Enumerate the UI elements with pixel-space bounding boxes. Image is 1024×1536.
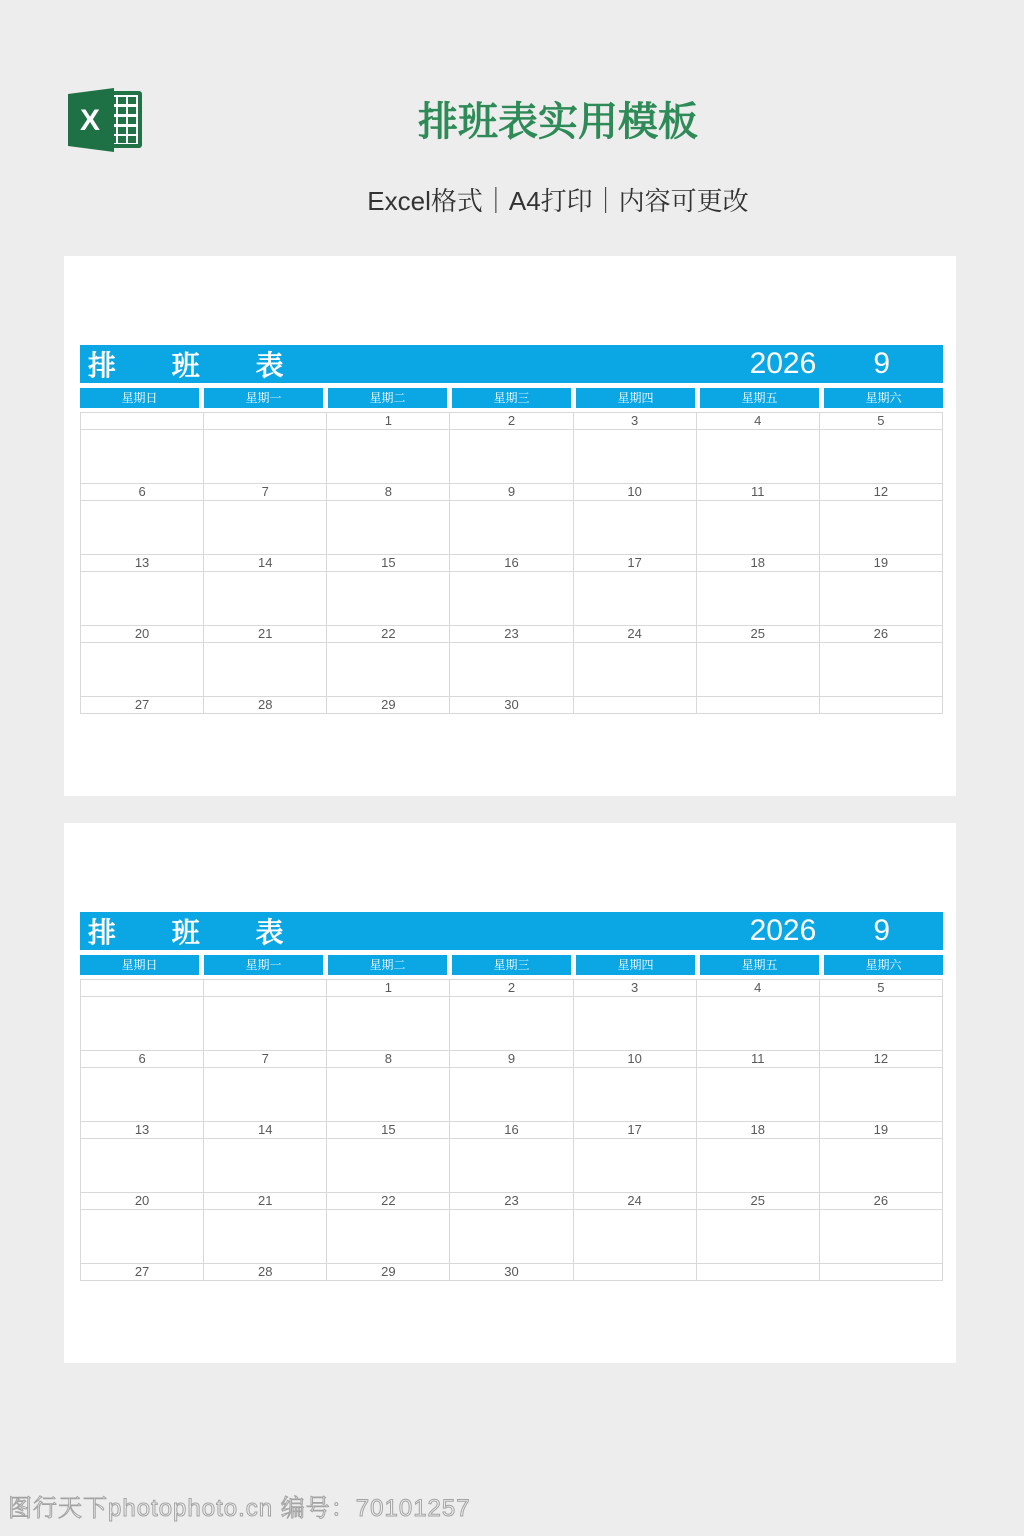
schedule-cell <box>574 572 697 626</box>
empty-date-cell <box>697 1264 820 1281</box>
date-cell: 26 <box>820 1193 943 1210</box>
schedule-cell <box>81 501 204 555</box>
date-number-row <box>81 484 943 501</box>
date-number-row <box>81 697 943 714</box>
calendar-title: 排 班 表 <box>88 917 296 948</box>
date-cell: 20 <box>81 1193 204 1210</box>
schedule-cell <box>574 997 697 1051</box>
schedule-cell <box>204 572 327 626</box>
schedule-cell <box>327 1210 450 1264</box>
schedule-cell <box>697 430 820 484</box>
schedule-content-row <box>81 1068 943 1122</box>
date-number-row <box>81 626 943 643</box>
date-cell: 22 <box>327 1193 450 1210</box>
date-number-row <box>81 980 943 997</box>
schedule-cell <box>697 643 820 697</box>
schedule-cell <box>327 430 450 484</box>
calendar-grid <box>80 412 943 714</box>
date-cell: 21 <box>204 1193 327 1210</box>
page-subtitle: Excel格式｜A4打印｜内容可更改 <box>367 186 749 216</box>
schedule-content-row <box>81 1210 943 1264</box>
schedule-cell <box>820 997 943 1051</box>
date-cell: 27 <box>81 697 204 714</box>
date-number-row <box>81 1193 943 1210</box>
date-cell: 8 <box>327 1051 450 1068</box>
date-cell: 15 <box>327 1122 450 1139</box>
date-cell: 6 <box>81 1051 204 1068</box>
weekday-label: 星期三 <box>452 955 571 975</box>
schedule-cell <box>327 997 450 1051</box>
date-cell: 4 <box>697 980 820 997</box>
date-number-row <box>81 1122 943 1139</box>
schedule-cell <box>450 643 573 697</box>
empty-date-cell <box>81 413 204 430</box>
watermark-text: 图行天下photophoto.cn 编号：70101257 <box>8 1495 471 1522</box>
schedule-cell <box>81 1210 204 1264</box>
schedule-content-row <box>81 501 943 555</box>
schedule-cell <box>204 501 327 555</box>
empty-date-cell <box>697 697 820 714</box>
schedule-cell <box>820 1068 943 1122</box>
schedule-cell <box>450 430 573 484</box>
page-title: 排班表实用模板 <box>418 100 698 144</box>
schedule-cell <box>450 501 573 555</box>
date-number-row <box>81 555 943 572</box>
date-cell: 1 <box>327 413 450 430</box>
empty-date-cell <box>574 1264 697 1281</box>
date-cell: 15 <box>327 555 450 572</box>
weekday-header-row <box>80 388 943 408</box>
date-cell: 29 <box>327 1264 450 1281</box>
schedule-cell <box>820 1139 943 1193</box>
date-cell: 23 <box>450 626 573 643</box>
calendar-year-month <box>750 914 943 948</box>
schedule-cell <box>81 1139 204 1193</box>
date-cell: 13 <box>81 1122 204 1139</box>
schedule-cell <box>204 997 327 1051</box>
empty-date-cell <box>81 980 204 997</box>
date-cell: 19 <box>820 555 943 572</box>
date-cell: 24 <box>574 626 697 643</box>
weekday-label: 星期四 <box>576 955 695 975</box>
weekday-label: 星期六 <box>824 955 943 975</box>
schedule-cell <box>697 572 820 626</box>
date-cell: 25 <box>697 626 820 643</box>
date-cell: 16 <box>450 555 573 572</box>
schedule-content-row <box>81 430 943 484</box>
empty-date-cell <box>820 1264 943 1281</box>
calendar-card-top <box>64 256 956 796</box>
date-cell: 27 <box>81 1264 204 1281</box>
date-cell: 5 <box>820 413 943 430</box>
date-cell: 9 <box>450 484 573 501</box>
weekday-label: 星期四 <box>576 388 695 408</box>
date-number-row <box>81 1051 943 1068</box>
schedule-cell <box>697 501 820 555</box>
schedule-cell <box>450 1068 573 1122</box>
date-cell: 12 <box>820 1051 943 1068</box>
calendar-title-bar <box>80 912 943 950</box>
date-cell: 28 <box>204 1264 327 1281</box>
calendar-grid <box>80 979 943 1281</box>
schedule-cell <box>574 430 697 484</box>
date-cell: 21 <box>204 626 327 643</box>
schedule-cell <box>204 1068 327 1122</box>
weekday-label: 星期二 <box>328 955 447 975</box>
date-cell: 20 <box>81 626 204 643</box>
date-cell: 18 <box>697 1122 820 1139</box>
date-cell: 29 <box>327 697 450 714</box>
date-cell: 10 <box>574 484 697 501</box>
schedule-cell <box>820 572 943 626</box>
schedule-cell <box>81 572 204 626</box>
date-cell: 9 <box>450 1051 573 1068</box>
schedule-cell <box>204 430 327 484</box>
date-cell: 17 <box>574 555 697 572</box>
schedule-cell <box>574 1068 697 1122</box>
schedule-cell <box>574 1139 697 1193</box>
schedule-cell <box>450 1210 573 1264</box>
schedule-content-row <box>81 572 943 626</box>
schedule-cell <box>327 572 450 626</box>
schedule-cell <box>697 1068 820 1122</box>
date-cell: 5 <box>820 980 943 997</box>
schedule-cell <box>820 501 943 555</box>
date-cell: 24 <box>574 1193 697 1210</box>
schedule-cell <box>81 1068 204 1122</box>
date-cell: 30 <box>450 697 573 714</box>
schedule-content-row <box>81 643 943 697</box>
date-cell: 1 <box>327 980 450 997</box>
schedule-cell <box>450 572 573 626</box>
date-cell: 14 <box>204 555 327 572</box>
weekday-label: 星期日 <box>80 388 199 408</box>
date-cell: 11 <box>697 484 820 501</box>
date-cell: 18 <box>697 555 820 572</box>
schedule-cell <box>81 643 204 697</box>
empty-date-cell <box>204 980 327 997</box>
date-cell: 23 <box>450 1193 573 1210</box>
date-cell: 3 <box>574 413 697 430</box>
weekday-label: 星期三 <box>452 388 571 408</box>
weekday-label: 星期日 <box>80 955 199 975</box>
date-cell: 16 <box>450 1122 573 1139</box>
date-cell: 7 <box>204 484 327 501</box>
empty-date-cell <box>574 697 697 714</box>
calendar-title: 排 班 表 <box>88 350 296 381</box>
empty-date-cell <box>820 697 943 714</box>
weekday-label: 星期一 <box>204 955 323 975</box>
calendar-year: 2026 <box>749 914 817 947</box>
schedule-cell <box>697 997 820 1051</box>
schedule-cell <box>81 997 204 1051</box>
calendar-month: 9 <box>873 347 890 380</box>
weekday-label: 星期六 <box>824 388 943 408</box>
calendar-month: 9 <box>873 914 890 947</box>
schedule-cell <box>204 1139 327 1193</box>
svg-text:X: X <box>79 104 101 137</box>
date-cell: 19 <box>820 1122 943 1139</box>
date-cell: 8 <box>327 484 450 501</box>
date-cell: 4 <box>697 413 820 430</box>
weekday-label: 星期一 <box>204 388 323 408</box>
date-number-row <box>81 1264 943 1281</box>
schedule-cell <box>574 1210 697 1264</box>
schedule-cell <box>327 501 450 555</box>
schedule-cell <box>327 1068 450 1122</box>
schedule-cell <box>204 1210 327 1264</box>
date-cell: 7 <box>204 1051 327 1068</box>
schedule-cell <box>450 997 573 1051</box>
schedule-cell <box>697 1210 820 1264</box>
date-cell: 2 <box>450 980 573 997</box>
date-cell: 28 <box>204 697 327 714</box>
schedule-content-row <box>81 1139 943 1193</box>
schedule-cell <box>820 643 943 697</box>
date-cell: 22 <box>327 626 450 643</box>
weekday-label: 星期二 <box>328 388 447 408</box>
date-cell: 17 <box>574 1122 697 1139</box>
schedule-cell <box>697 1139 820 1193</box>
date-number-row <box>81 413 943 430</box>
date-cell: 25 <box>697 1193 820 1210</box>
schedule-cell <box>820 430 943 484</box>
date-cell: 30 <box>450 1264 573 1281</box>
calendar-year-month <box>750 347 943 381</box>
schedule-cell <box>450 1139 573 1193</box>
calendar-year: 2026 <box>749 347 817 380</box>
date-cell: 12 <box>820 484 943 501</box>
schedule-cell <box>574 501 697 555</box>
weekday-header-row <box>80 955 943 975</box>
schedule-cell <box>81 430 204 484</box>
date-cell: 6 <box>81 484 204 501</box>
schedule-cell <box>574 643 697 697</box>
schedule-cell <box>327 1139 450 1193</box>
date-cell: 11 <box>697 1051 820 1068</box>
empty-date-cell <box>204 413 327 430</box>
date-cell: 10 <box>574 1051 697 1068</box>
date-cell: 26 <box>820 626 943 643</box>
calendar-title-bar <box>80 345 943 383</box>
date-cell: 2 <box>450 413 573 430</box>
weekday-label: 星期五 <box>700 388 819 408</box>
date-cell: 14 <box>204 1122 327 1139</box>
calendar-card-bottom <box>64 823 956 1363</box>
date-cell: 13 <box>81 555 204 572</box>
schedule-content-row <box>81 997 943 1051</box>
schedule-cell <box>327 643 450 697</box>
schedule-cell <box>820 1210 943 1264</box>
weekday-label: 星期五 <box>700 955 819 975</box>
schedule-cell <box>204 643 327 697</box>
date-cell: 3 <box>574 980 697 997</box>
